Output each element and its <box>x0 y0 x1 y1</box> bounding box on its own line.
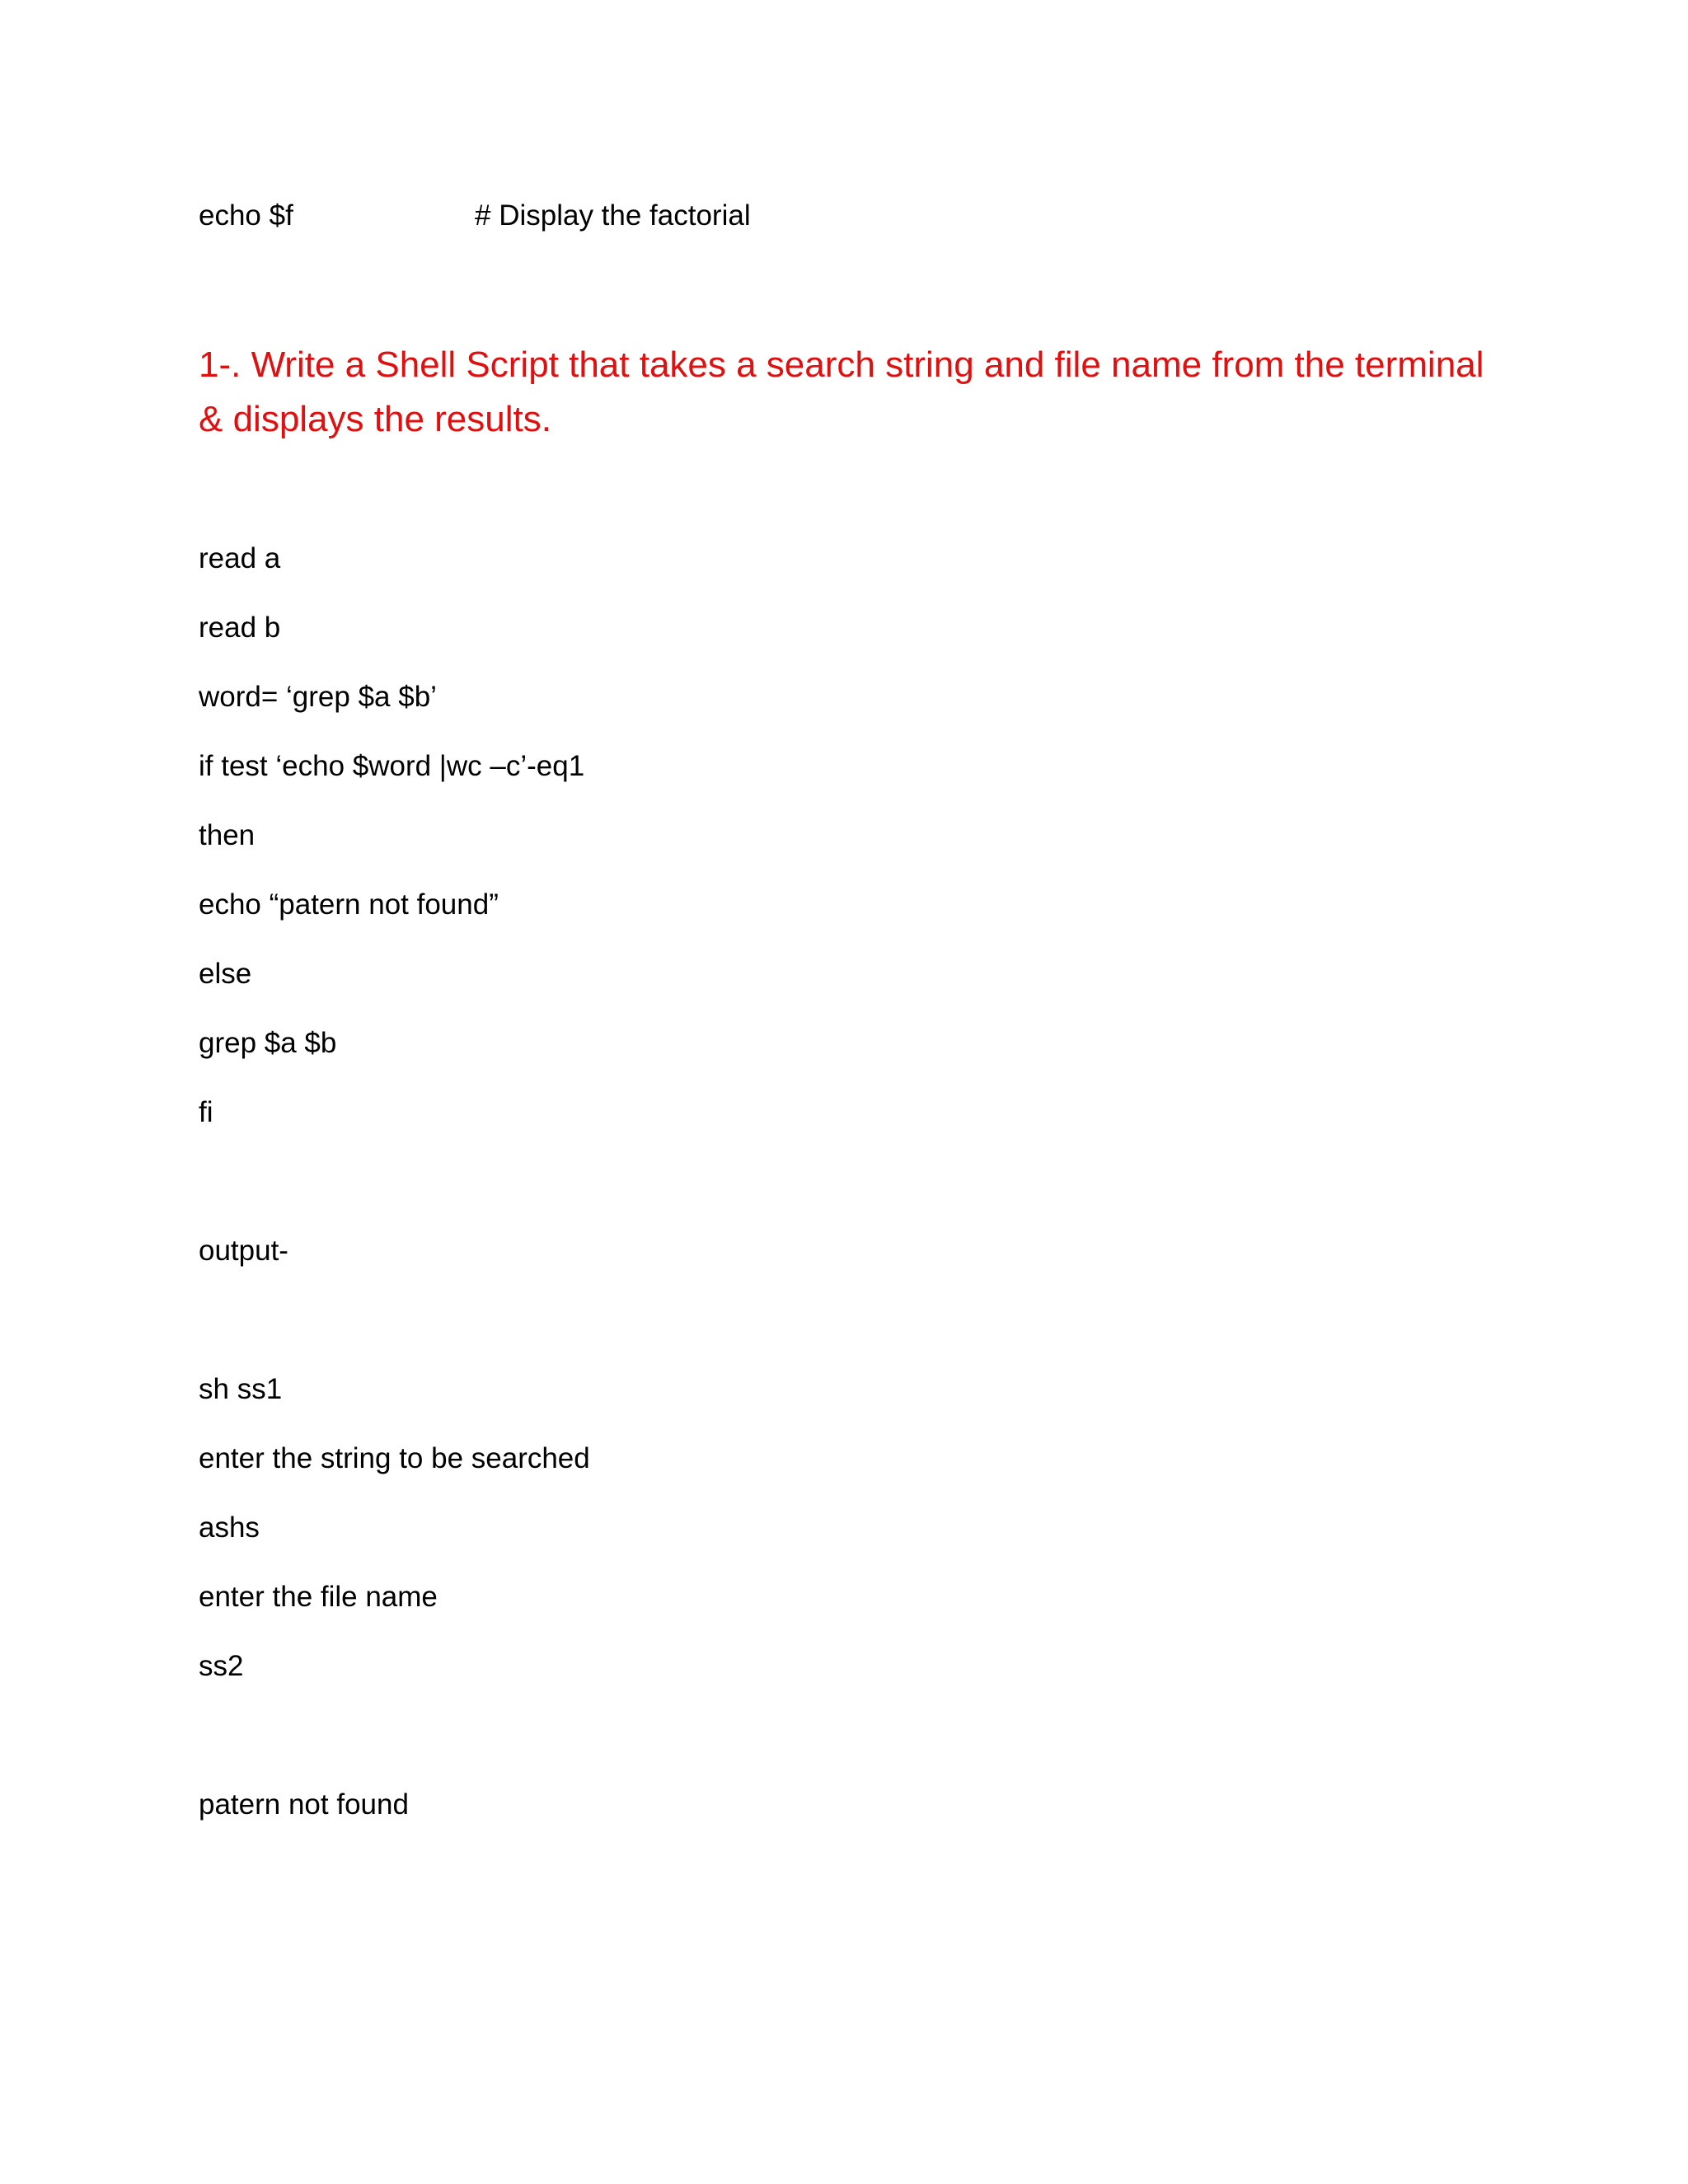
script-line: fi <box>199 1096 213 1128</box>
script-line: grep $a $b <box>199 1027 337 1059</box>
script-line: then <box>199 819 256 851</box>
result-line: patern not found <box>199 1788 409 1821</box>
output-line: ss2 <box>199 1650 244 1682</box>
code-line-echo-f: echo $f <box>199 199 293 232</box>
script-line: if test ‘echo $word |wc –c’-eq1 <box>199 750 585 782</box>
output-line: enter the file name <box>199 1581 438 1613</box>
script-line: else <box>199 958 252 990</box>
section-heading <box>199 338 1517 447</box>
output-label: output- <box>199 1235 288 1267</box>
output-line: ashs <box>199 1511 260 1544</box>
output-line: enter the string to be searched <box>199 1442 590 1474</box>
script-line: word= ‘grep $a $b’ <box>199 681 437 713</box>
script-line: echo “patern not found” <box>199 888 499 921</box>
code-comment: # Display the factorial <box>475 199 751 232</box>
script-line: read a <box>199 542 281 574</box>
heading-line-2: & displays the results. <box>199 399 551 439</box>
output-line: sh ss1 <box>199 1373 283 1405</box>
heading-line-1: 1-. Write a Shell Script that takes a search string and file name from the terminal <box>199 344 1484 385</box>
script-line: read b <box>199 612 281 644</box>
